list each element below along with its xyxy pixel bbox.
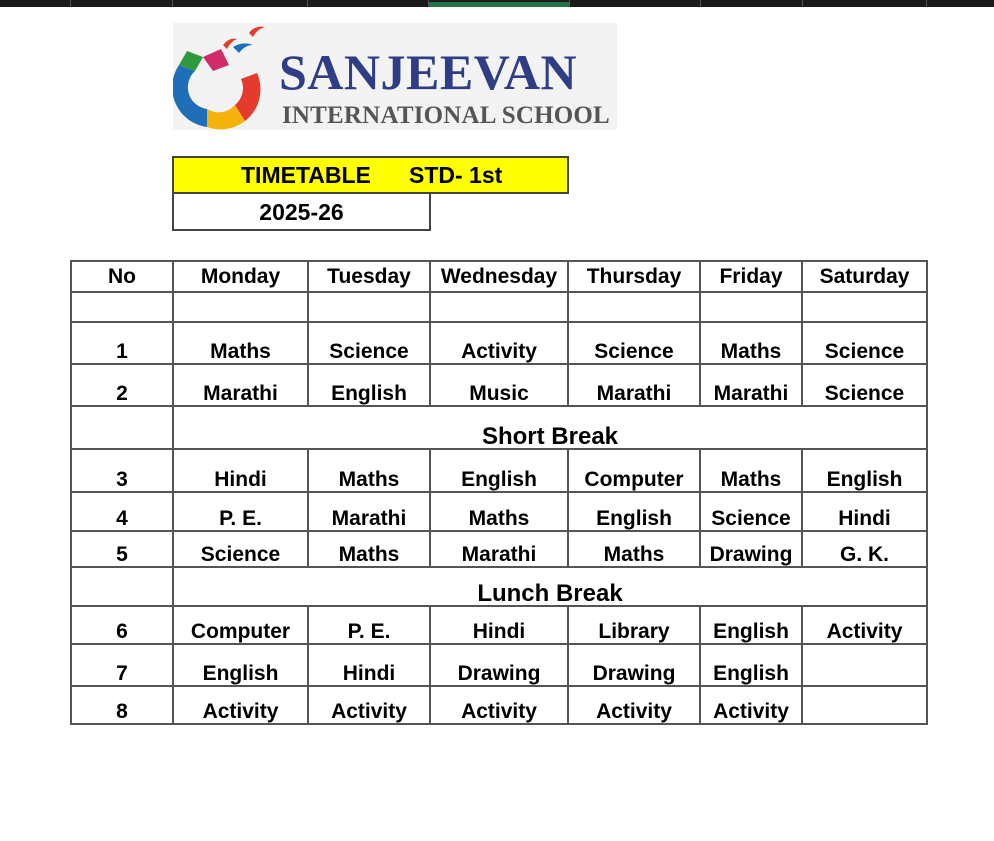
short-break-label[interactable]: Short Break xyxy=(173,406,927,449)
short-break-row xyxy=(71,406,927,449)
column-header-wednesday[interactable]: Wednesday xyxy=(430,261,568,292)
subject-cell[interactable] xyxy=(802,686,927,724)
column-header-segment[interactable] xyxy=(570,0,701,7)
subject-cell[interactable]: Science xyxy=(700,492,802,531)
subject-cell[interactable]: Computer xyxy=(173,606,308,644)
subject-cell[interactable]: Activity xyxy=(700,686,802,724)
subject-cell[interactable]: Science xyxy=(173,531,308,567)
school-name: SANJEEVAN xyxy=(279,44,578,100)
subject-cell[interactable]: G. K. xyxy=(802,531,927,567)
period-number[interactable]: 5 xyxy=(71,531,173,567)
column-header-tuesday[interactable]: Tuesday xyxy=(308,261,430,292)
subject-cell[interactable]: Science xyxy=(802,364,927,406)
subject-cell[interactable]: Library xyxy=(568,606,700,644)
active-column-indicator xyxy=(429,2,570,7)
subject-cell[interactable]: Drawing xyxy=(430,644,568,686)
subject-cell[interactable]: Activity xyxy=(568,686,700,724)
subject-cell[interactable]: Marathi xyxy=(700,364,802,406)
column-header-monday[interactable]: Monday xyxy=(173,261,308,292)
column-header-segment[interactable] xyxy=(173,0,308,7)
empty-cell[interactable] xyxy=(430,292,568,322)
school-logo xyxy=(173,23,617,130)
empty-cell[interactable] xyxy=(568,292,700,322)
standard-label: STD- 1st xyxy=(409,162,503,188)
subject-cell[interactable]: Science xyxy=(308,322,430,364)
column-header-thursday[interactable]: Thursday xyxy=(568,261,700,292)
subject-cell[interactable]: Music xyxy=(430,364,568,406)
header-row xyxy=(71,261,927,292)
period-number[interactable]: 7 xyxy=(71,644,173,686)
period-number[interactable]: 1 xyxy=(71,322,173,364)
subject-cell[interactable] xyxy=(802,644,927,686)
subject-cell[interactable]: Science xyxy=(568,322,700,364)
subject-cell[interactable]: P. E. xyxy=(173,492,308,531)
subject-cell[interactable]: Maths xyxy=(430,492,568,531)
period-number[interactable]: 8 xyxy=(71,686,173,724)
empty-row xyxy=(71,292,927,322)
subject-cell[interactable]: Marathi xyxy=(430,531,568,567)
column-header-no[interactable]: No xyxy=(71,261,173,292)
empty-cell[interactable] xyxy=(308,292,430,322)
lunch-break-row xyxy=(71,567,927,606)
period-number[interactable]: 6 xyxy=(71,606,173,644)
empty-cell[interactable] xyxy=(71,292,173,322)
subject-cell[interactable]: Maths xyxy=(700,449,802,492)
empty-cell[interactable] xyxy=(71,406,173,449)
academic-year-cell[interactable]: 2025-26 xyxy=(172,194,431,231)
subject-cell[interactable]: Maths xyxy=(308,449,430,492)
empty-cell[interactable] xyxy=(71,567,173,606)
school-subtitle: INTERNATIONAL SCHOOL xyxy=(282,102,610,129)
subject-cell[interactable]: English xyxy=(568,492,700,531)
empty-cell[interactable] xyxy=(802,292,927,322)
school-emblem-icon xyxy=(173,23,273,130)
period-row xyxy=(71,492,927,531)
subject-cell[interactable]: English xyxy=(802,449,927,492)
subject-cell[interactable]: English xyxy=(700,606,802,644)
subject-cell[interactable]: Drawing xyxy=(700,531,802,567)
period-row xyxy=(71,364,927,406)
column-header-segment[interactable] xyxy=(803,0,927,7)
column-header-friday[interactable]: Friday xyxy=(700,261,802,292)
subject-cell[interactable]: Activity xyxy=(173,686,308,724)
subject-cell[interactable]: Marathi xyxy=(173,364,308,406)
subject-cell[interactable]: Maths xyxy=(308,531,430,567)
period-number[interactable]: 2 xyxy=(71,364,173,406)
subject-cell[interactable]: Activity xyxy=(802,606,927,644)
timetable-title: TIMETABLE xyxy=(241,162,371,188)
subject-cell[interactable]: Activity xyxy=(308,686,430,724)
subject-cell[interactable]: Marathi xyxy=(568,364,700,406)
column-header-segment[interactable] xyxy=(308,0,429,7)
period-number[interactable]: 3 xyxy=(71,449,173,492)
column-header-segment[interactable] xyxy=(0,0,71,7)
subject-cell[interactable]: Maths xyxy=(173,322,308,364)
subject-cell[interactable]: Activity xyxy=(430,322,568,364)
subject-cell[interactable]: English xyxy=(308,364,430,406)
empty-cell[interactable] xyxy=(700,292,802,322)
subject-cell[interactable]: P. E. xyxy=(308,606,430,644)
period-row xyxy=(71,606,927,644)
subject-cell[interactable]: English xyxy=(173,644,308,686)
timetable-table xyxy=(70,260,928,725)
subject-cell[interactable]: Hindi xyxy=(430,606,568,644)
subject-cell[interactable]: Hindi xyxy=(802,492,927,531)
column-header-segment[interactable] xyxy=(71,0,173,7)
column-header-saturday[interactable]: Saturday xyxy=(802,261,927,292)
column-header-segment[interactable] xyxy=(701,0,803,7)
subject-cell[interactable]: Drawing xyxy=(568,644,700,686)
subject-cell[interactable]: Marathi xyxy=(308,492,430,531)
spreadsheet-column-bar xyxy=(0,0,994,7)
period-row xyxy=(71,531,927,567)
period-row xyxy=(71,449,927,492)
subject-cell[interactable]: English xyxy=(430,449,568,492)
empty-cell[interactable] xyxy=(173,292,308,322)
subject-cell[interactable]: Hindi xyxy=(308,644,430,686)
period-number[interactable]: 4 xyxy=(71,492,173,531)
subject-cell[interactable]: Science xyxy=(802,322,927,364)
period-row xyxy=(71,322,927,364)
lunch-break-label[interactable]: Lunch Break xyxy=(173,567,927,606)
timetable-title-cell[interactable] xyxy=(172,156,569,194)
subject-cell[interactable]: English xyxy=(700,644,802,686)
subject-cell[interactable]: Hindi xyxy=(173,449,308,492)
subject-cell[interactable]: Maths xyxy=(700,322,802,364)
subject-cell[interactable]: Computer xyxy=(568,449,700,492)
period-row xyxy=(71,644,927,686)
period-row xyxy=(71,686,927,724)
subject-cell[interactable]: Maths xyxy=(568,531,700,567)
subject-cell[interactable]: Activity xyxy=(430,686,568,724)
